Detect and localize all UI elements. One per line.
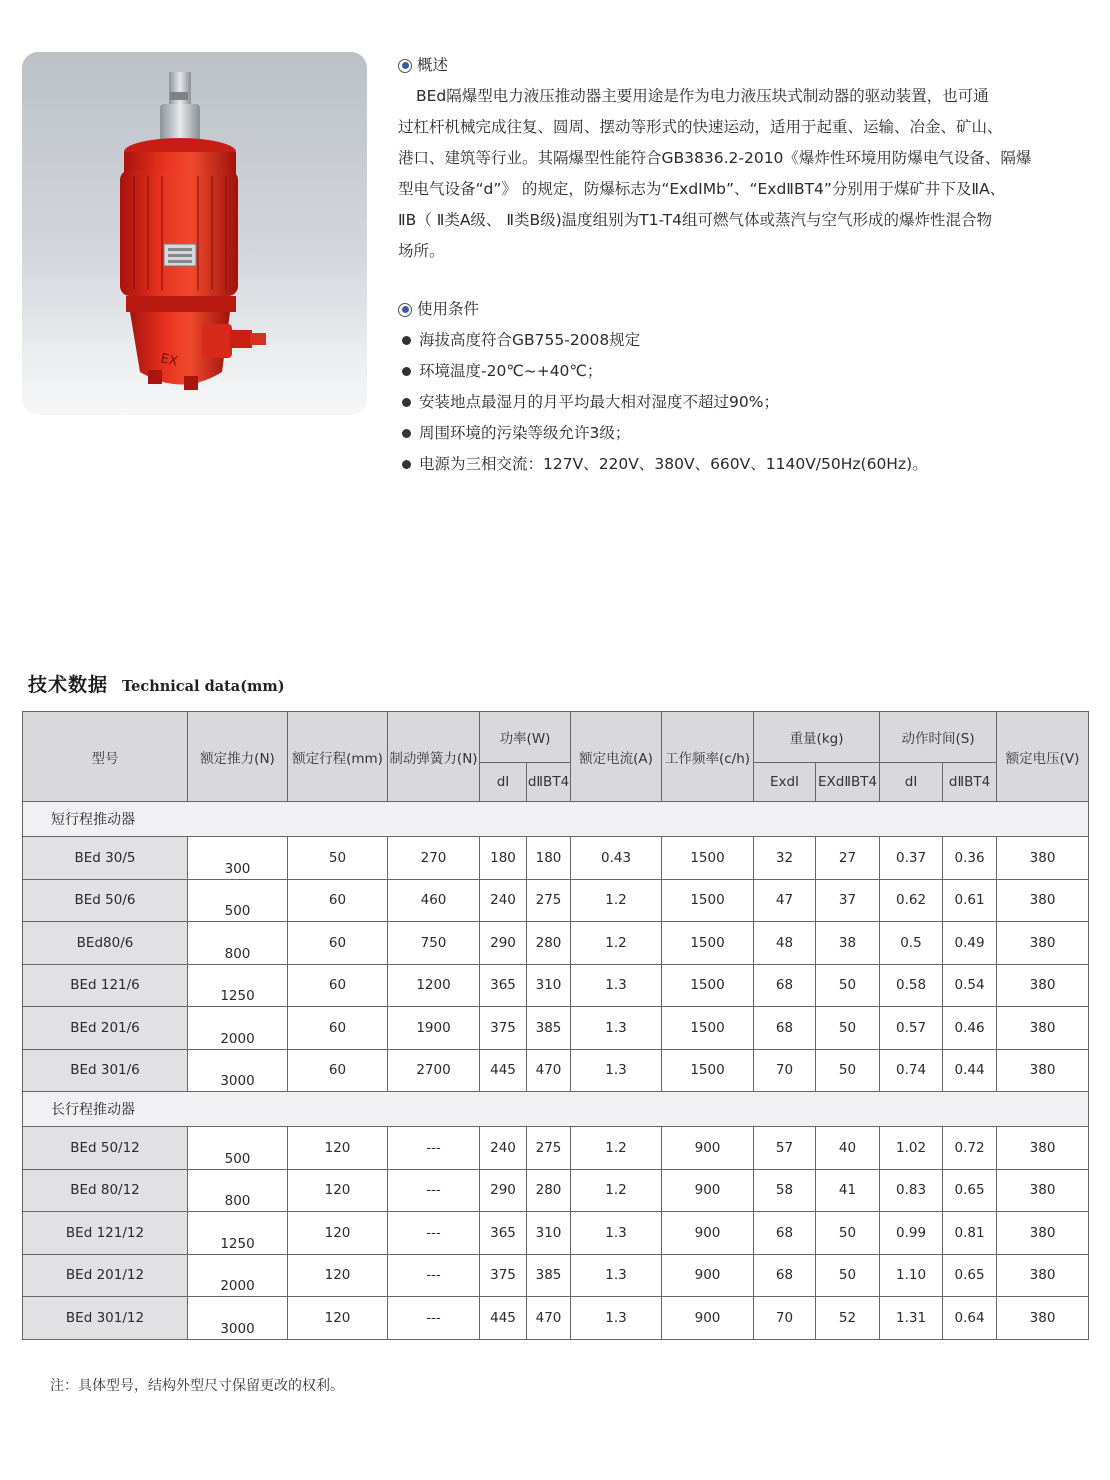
table-row (23, 922, 1089, 965)
table-cell: 0.43 (571, 837, 662, 880)
table-cell: 385 (527, 1007, 571, 1050)
bullet-dot-icon (402, 398, 411, 407)
condition-item (398, 356, 1103, 387)
table-row (23, 879, 1089, 922)
table-cell: 1200 (388, 964, 480, 1007)
table-cell: 0.49 (943, 922, 997, 965)
model-cell: BEd 30/5 (23, 837, 188, 880)
overview-paragraph (398, 81, 1103, 267)
table-cell: 0.65 (943, 1169, 997, 1212)
table-cell: 445 (480, 1049, 527, 1092)
tech-title-en: Technical data(mm) (122, 678, 285, 695)
table-row (23, 1049, 1089, 1092)
table-cell: 750 (388, 922, 480, 965)
table-cell: 275 (527, 1127, 571, 1170)
table-cell: 60 (288, 1007, 388, 1050)
table-cell: 380 (997, 922, 1089, 965)
table-cell: 1500 (662, 964, 754, 1007)
table-cell: 3000 (188, 1049, 288, 1092)
table-cell: 47 (754, 879, 816, 922)
table-cell: 0.99 (880, 1212, 943, 1255)
table-cell: 380 (997, 964, 1089, 1007)
table-cell: 0.64 (943, 1297, 997, 1340)
table-cell: 60 (288, 964, 388, 1007)
table-cell: 68 (754, 964, 816, 1007)
table-cell: 1.31 (880, 1297, 943, 1340)
model-cell: BEd 121/6 (23, 964, 188, 1007)
table-cell: 0.37 (880, 837, 943, 880)
table-cell: 1250 (188, 1212, 288, 1255)
table-cell: --- (388, 1127, 480, 1170)
table-cell: 0.36 (943, 837, 997, 880)
table-cell: 0.58 (880, 964, 943, 1007)
table-cell: 310 (527, 964, 571, 1007)
table-cell: --- (388, 1212, 480, 1255)
table-cell: 380 (997, 1169, 1089, 1212)
tech-title-cn: 技术数据 (28, 674, 109, 696)
overview-heading-row (398, 50, 1103, 81)
table-cell: 280 (527, 922, 571, 965)
table-cell: 27 (816, 837, 880, 880)
table-row (23, 1007, 1089, 1050)
table-cell: 1500 (662, 1007, 754, 1050)
table-cell: 2000 (188, 1254, 288, 1297)
table-cell: 500 (188, 1127, 288, 1170)
table-cell: 1500 (662, 879, 754, 922)
table-cell: 800 (188, 922, 288, 965)
category-label: 短行程推动器 (23, 802, 1089, 837)
table-cell: 310 (527, 1212, 571, 1255)
table-cell: 68 (754, 1007, 816, 1050)
header-weight-exd2bt4: EXdⅡBT4 (816, 763, 880, 802)
table-cell: 1.3 (571, 1254, 662, 1297)
bullet-dot-icon (402, 367, 411, 376)
table-cell: 0.62 (880, 879, 943, 922)
table-cell: 1.3 (571, 1007, 662, 1050)
overview-line: 港口、建筑等行业。其隔爆型性能符合GB3836.2-2010《爆炸性环境用防爆电气设备、隔爆 (398, 149, 1032, 167)
condition-item (398, 449, 1103, 480)
table-row (23, 837, 1089, 880)
header-thrust: 额定推力(N) (188, 712, 288, 802)
header-power-d2bt4: dⅡBT4 (527, 763, 571, 802)
table-cell: 48 (754, 922, 816, 965)
table-cell: 57 (754, 1127, 816, 1170)
model-cell: BEd 50/6 (23, 879, 188, 922)
table-cell: 32 (754, 837, 816, 880)
table-cell: 38 (816, 922, 880, 965)
footnote: 注：具体型号，结构外型尺寸保留更改的权利。 (50, 1378, 344, 1394)
table-cell: 68 (754, 1212, 816, 1255)
condition-text: 周围环境的污染等级允许3级； (419, 424, 631, 442)
table-cell: 460 (388, 879, 480, 922)
table-cell: 380 (997, 1007, 1089, 1050)
conditions-heading-row (398, 294, 1103, 325)
condition-text: 海拔高度符合GB755-2008规定 (419, 331, 641, 349)
header-current: 额定电流(A) (571, 712, 662, 802)
header-weight: 重量(kg) (754, 712, 880, 763)
overview-line: 场所。 (398, 242, 445, 260)
table-cell: 290 (480, 922, 527, 965)
table-cell: 0.65 (943, 1254, 997, 1297)
table-cell: 0.54 (943, 964, 997, 1007)
table-cell: 1.3 (571, 1212, 662, 1255)
table-cell: 0.83 (880, 1169, 943, 1212)
table-cell: 270 (388, 837, 480, 880)
table-cell: 1500 (662, 922, 754, 965)
table-cell: 1900 (388, 1007, 480, 1050)
model-cell: BEd80/6 (23, 922, 188, 965)
conditions-heading: 使用条件 (417, 300, 480, 318)
section-bullet-icon (398, 59, 412, 73)
table-cell: 1.2 (571, 922, 662, 965)
product-photo-panel (22, 52, 367, 415)
header-freq: 工作频率(c/h) (662, 712, 754, 802)
header-model: 型号 (23, 712, 188, 802)
table-cell: 1500 (662, 837, 754, 880)
table-cell: 380 (997, 1254, 1089, 1297)
table-cell: --- (388, 1254, 480, 1297)
conditions-section (398, 294, 1103, 480)
table-cell: 1.3 (571, 1297, 662, 1340)
table-cell: 60 (288, 922, 388, 965)
table-cell: 1250 (188, 964, 288, 1007)
table-cell: 2700 (388, 1049, 480, 1092)
table-cell: 380 (997, 837, 1089, 880)
table-cell: 380 (997, 1297, 1089, 1340)
table-cell: 380 (997, 879, 1089, 922)
table-cell: 900 (662, 1212, 754, 1255)
table-cell: 180 (480, 837, 527, 880)
table-cell: 50 (816, 1254, 880, 1297)
overview-line: 型电气设备“d”》 的规定，防爆标志为“ExdⅠMb”、“ExdⅡBT4”分别用于煤矿井下及ⅡA、 (398, 180, 1006, 198)
table-cell: 60 (288, 1049, 388, 1092)
table-cell: 70 (754, 1297, 816, 1340)
table-row (23, 1212, 1089, 1255)
table-cell: 0.5 (880, 922, 943, 965)
table-cell: 37 (816, 879, 880, 922)
table-cell: 380 (997, 1049, 1089, 1092)
table-cell: 120 (288, 1254, 388, 1297)
table-cell: 2000 (188, 1007, 288, 1050)
tech-table-body (23, 802, 1089, 1340)
header-time: 动作时间(S) (880, 712, 997, 763)
table-cell: --- (388, 1169, 480, 1212)
table-row (23, 1254, 1089, 1297)
table-row (23, 964, 1089, 1007)
table-cell: 50 (816, 1049, 880, 1092)
table-cell: 120 (288, 1297, 388, 1340)
bullet-dot-icon (402, 460, 411, 469)
table-cell: 300 (188, 837, 288, 880)
overview-line: 过杠杆机械完成往复、圆周、摆动等形式的快速运动，适用于起重、运输、冶金、矿山、 (398, 118, 1003, 136)
bullet-dot-icon (402, 429, 411, 438)
table-cell: 50 (816, 964, 880, 1007)
model-cell: BEd 50/12 (23, 1127, 188, 1170)
overview-line: BEd隔爆型电力液压推动器主要用途是作为电力液压块式制动器的驱动装置，也可通 (416, 87, 989, 105)
table-cell: 0.44 (943, 1049, 997, 1092)
table-cell: 40 (816, 1127, 880, 1170)
tech-data-table (22, 711, 1089, 1340)
table-cell: 1.2 (571, 879, 662, 922)
table-cell: 1.3 (571, 1049, 662, 1092)
model-cell: BEd 301/6 (23, 1049, 188, 1092)
overview-heading: 概述 (417, 56, 449, 74)
condition-item (398, 325, 1103, 356)
table-cell: 380 (997, 1127, 1089, 1170)
svg-text:EX: EX (159, 351, 180, 370)
condition-text: 安装地点最湿月的月平均最大相对湿度不超过90%； (419, 393, 779, 411)
hydraulic-thruster-illustration (22, 52, 367, 415)
table-cell: 1.10 (880, 1254, 943, 1297)
model-cell: BEd 201/12 (23, 1254, 188, 1297)
table-cell: 1.3 (571, 964, 662, 1007)
table-cell: 120 (288, 1212, 388, 1255)
table-cell: 52 (816, 1297, 880, 1340)
category-label: 长行程推动器 (23, 1092, 1089, 1127)
overview-line: ⅡB（ Ⅱ类A级、 Ⅱ类B级)温度组别为T1-T4组可燃气体或蒸汽与空气形成的爆炸性混合物 (398, 211, 992, 229)
table-cell: 0.74 (880, 1049, 943, 1092)
model-cell: BEd 80/12 (23, 1169, 188, 1212)
table-cell: 50 (288, 837, 388, 880)
table-cell: 1.2 (571, 1127, 662, 1170)
bullet-dot-icon (402, 336, 411, 345)
table-cell: 120 (288, 1169, 388, 1212)
table-cell: 240 (480, 879, 527, 922)
header-voltage: 额定电压(V) (997, 712, 1089, 802)
header-time-d2bt4: dⅡBT4 (943, 763, 997, 802)
table-cell: 70 (754, 1049, 816, 1092)
header-time-d1: dⅠ (880, 763, 943, 802)
table-cell: 375 (480, 1007, 527, 1050)
table-cell: 0.61 (943, 879, 997, 922)
header-power: 功率(W) (480, 712, 571, 763)
table-cell: 0.46 (943, 1007, 997, 1050)
table-cell: 445 (480, 1297, 527, 1340)
header-stroke: 额定行程(mm) (288, 712, 388, 802)
table-row (23, 1169, 1089, 1212)
table-cell: 1.2 (571, 1169, 662, 1212)
category-row (23, 1092, 1089, 1127)
table-cell: --- (388, 1297, 480, 1340)
table-cell: 3000 (188, 1297, 288, 1340)
section-bullet-icon (398, 303, 412, 317)
table-cell: 280 (527, 1169, 571, 1212)
header-spring: 制动弹簧力(N) (388, 712, 480, 802)
table-cell: 470 (527, 1049, 571, 1092)
table-cell: 1500 (662, 1049, 754, 1092)
table-cell: 50 (816, 1007, 880, 1050)
table-cell: 900 (662, 1254, 754, 1297)
table-cell: 68 (754, 1254, 816, 1297)
table-cell: 275 (527, 879, 571, 922)
table-cell: 240 (480, 1127, 527, 1170)
table-cell: 500 (188, 879, 288, 922)
table-cell: 365 (480, 1212, 527, 1255)
table-cell: 41 (816, 1169, 880, 1212)
table-cell: 470 (527, 1297, 571, 1340)
table-cell: 900 (662, 1297, 754, 1340)
table-cell: 120 (288, 1127, 388, 1170)
table-cell: 365 (480, 964, 527, 1007)
table-cell: 58 (754, 1169, 816, 1212)
model-cell: BEd 121/12 (23, 1212, 188, 1255)
table-cell: 290 (480, 1169, 527, 1212)
header-weight-exd1: ExdⅠ (754, 763, 816, 802)
condition-text: 环境温度-20℃~+40℃； (419, 362, 603, 380)
model-cell: BEd 301/12 (23, 1297, 188, 1340)
table-cell: 0.81 (943, 1212, 997, 1255)
condition-text: 电源为三相交流：127V、220V、380V、660V、1140V/50Hz(60Hz)。 (419, 455, 928, 473)
table-cell: 0.72 (943, 1127, 997, 1170)
table-cell: 900 (662, 1169, 754, 1212)
table-cell: 50 (816, 1212, 880, 1255)
table-row (23, 1127, 1089, 1170)
table-cell: 1.02 (880, 1127, 943, 1170)
overview-section (398, 50, 1103, 267)
category-row (23, 802, 1089, 837)
condition-item (398, 418, 1103, 449)
table-cell: 375 (480, 1254, 527, 1297)
model-cell: BEd 201/6 (23, 1007, 188, 1050)
table-cell: 0.57 (880, 1007, 943, 1050)
table-cell: 900 (662, 1127, 754, 1170)
table-cell: 380 (997, 1212, 1089, 1255)
tech-data-title (28, 670, 285, 697)
header-power-d1: dⅠ (480, 763, 527, 802)
table-row (23, 1297, 1089, 1340)
table-cell: 180 (527, 837, 571, 880)
table-cell: 385 (527, 1254, 571, 1297)
condition-item (398, 387, 1103, 418)
table-cell: 800 (188, 1169, 288, 1212)
table-cell: 60 (288, 879, 388, 922)
